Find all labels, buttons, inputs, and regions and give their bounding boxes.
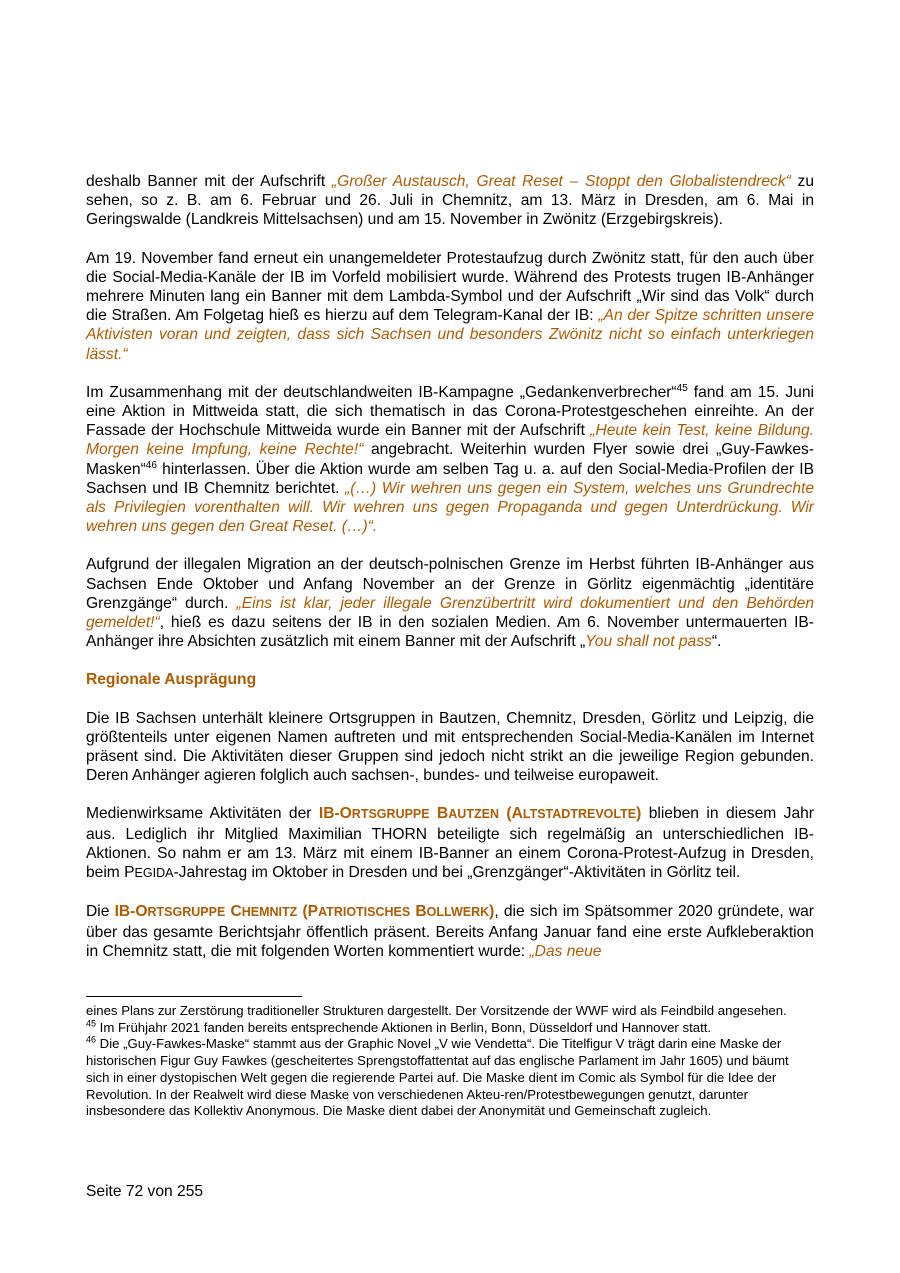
paragraph-goerlitz: Aufgrund der illegalen Migration an der deutsch-polnischen Grenze im Herbst führten IB-Anhänger aus Sachsen Ende Oktober und Anfang November an der Grenze in Görlitz eigenmächtig „identitäre Grenzgänge“ durch. „Eins ist klar, jeder illegale Grenzübertritt wird dokumentiert und den Behörden gemeldet!“, hieß es dazu seitens der IB in den sozialen Medien. Am 6. November untermauerten IB-Anhänger ihre Absichten zusätzlich mit einem Banner mit der Aufschrift „You shall not pass“. <box>86 556 814 651</box>
paragraph-chemnitz: Die IB-ORTSGRUPPE CHEMNITZ (PATRIOTISCHES BOLLWERK), die sich im Spätsommer 2020 gründete, war über das gesamte Berichtsjahr öffentlich präsent. Bereits Anfang Januar fand eine erste Aufkleberaktion in Chemnitz statt, die mit folgenden Worten kommentiert wurde: „Das neue <box>86 903 815 960</box>
quote: „Eins ist klar, jeder illegale Grenzübertritt wird dokumentiert und den Behörden gemeldet!“ <box>86 594 814 632</box>
paragraph-bautzen: Medienwirksame Aktivitäten der IB-ORTSGRUPPE BAUTZEN (ALTSTADTREVOLTE) blieben in diesem Jahr aus. Lediglich ihr Mitglied Maximilian THORN beteiligte sich regelmäßig an unterschiedlichen IB-Aktionen. So nahm er am 13. März mit einem IB-Banner an einem Corona-Protest-Aufzug in Dresden, beim PEGIDA-Jahrestag im Oktober in Dresden und bei „Grenzgänger“-Aktivitäten in Görlitz teil. <box>86 805 814 882</box>
paragraph-banner: deshalb Banner mit der Aufschrift „Großer Austausch, Great Reset – Stoppt den Globalistendreck“ zu sehen, so z. B. am 6. Februar und 26. Juli in Chemnitz, am 13. März in Dresden, am 6. Mai in Geringswalde (Landkreis Mittelsachsen) und am 15. November in Zwönitz (Erzgebirgskreis). <box>86 173 814 229</box>
group-name-chemnitz: IB-ORTSGRUPPE CHEMNITZ (PATRIOTISCHES BOLLWERK) <box>114 903 495 921</box>
footnote-45: $^{45}$ Im Frühjahr 2021 fanden bereits entsprechende Aktionen in Berlin, Bonn, Düsseldorf und Hannover statt. <box>86 1018 712 1035</box>
group-name-bautzen: IB-ORTSGRUPPE BAUTZEN (ALTSTADTREVOLTE) <box>318 805 642 823</box>
paragraph-zwoenitz: Am 19. November fand erneut ein unangemeldeter Protestaufzug durch Zwönitz statt, für den auch über die Social-Media-Kanäle der IB im Vorfeld mobilisiert wurde. Während des Protests trugen IB-Anhänger mehrere Minuten lang ein Banner mit dem Lambda-Symbol und der Aufschrift „Wir sind das Volk“ durch die Straßen. Am Folgetag hieß es hierzu auf dem Telegram-Kanal der IB: „An der Spitze schritten unsere Aktivisten voran und zeigten, dass sich Sachsen und besonders Zwönitz nicht so einfach unterkriegen lässt.“ <box>86 249 814 363</box>
quote: „An der Spitze schritten unsere Aktivisten voran und zeigten, dass sich Sachsen und besonders Zwönitz nicht so einfach unterkriegen lässt.“ <box>86 307 814 363</box>
paragraph-ortsgruppen: Die IB Sachsen unterhält kleinere Ortsgruppen in Bautzen, Chemnitz, Dresden, Görlitz und Leipzig, die größtenteils unter eigenen Namen auftreten und mit entsprechenden Social-Media-Kanälen im Internet präsent sind. Die Aktivitäten dieser Gruppen sind jedoch nicht strikt an die jeweilige Region gebunden. Deren Anhänger agieren folglich auch sachsen-, bundes- und teilweise europaweit. <box>86 709 814 785</box>
document-body <box>86 172 814 961</box>
footnote-ref-46[interactable]: 46 <box>145 459 157 471</box>
footnote-46: $^{46}$ Die „Guy-Fawkes-Maske“ stammt aus der Graphic Novel „V wie Vendetta“. Die Titelfigur V trägt darin eine Maske der historischen Figur Guy Fawkes (gescheitertes Sprengstoffattentat auf das englische Parlament im Jahr 1605) und bäumt sich in einer dystopischen Welt gegen die regierende Partei auf. Die Maske dient im Comic als Symbol für die Idee der Revolution. In der Realwelt wird diese Maske von verschiedenen Akteu-ren/Protestbewegungen genutzt, darunter insbesondere das Kollektiv Anonymous. Die Maske dient dabei der Anonymität und Gemeinschaft zugleich. <box>86 1035 789 1119</box>
paragraph-mittweida: Im Zusammenhang mit der deutschlandweiten IB-Kampagne „Gedankenverbrecher“$^{45}$ fand am 15. Juni eine Aktion in Mittweida statt, die sich thematisch in das Corona-Protestgeschehen einreihte. An der Fassade der Hochschule Mittweida wurde ein Banner mit der Aufschrift „Heute kein Test, keine Bildung. Morgen keine Impfung, keine Rechte!“ angebracht. Weiterhin wurden Flyer sowie drei „Guy-Fawkes-Masken“$^{46}$ hinterlassen. Über die Aktion wurde am selben Tag u. a. auf den Social-Media-Profilen der IB Sachsen und IB Chemnitz berichtet. „(…) Wir wehren uns gegen ein System, welches uns Grundrechte als Privilegien vorenthalten will. Wir wehren uns gegen Propaganda und gegen Unterdrückung. Wir wehren uns gegen den Great Reset. (…)“. <box>86 382 814 536</box>
section-heading: Regionale Ausprägung <box>86 671 257 689</box>
footnote-ref-45[interactable]: 45 <box>676 382 688 394</box>
quote: You shall not pass <box>585 633 712 651</box>
quote: „Heute kein Test, keine Bildung. Morgen keine Impfung, keine Rechte!“ <box>86 422 814 459</box>
footnote-divider <box>86 996 302 997</box>
footnotes <box>86 1003 814 1120</box>
quote: „(…) Wir wehren uns gegen ein System, welches uns Grundrechte als Privilegien vorenthalten will. Wir wehren uns gegen Propaganda und gegen Unterdrückung. Wir wehren uns gegen den Great Reset. (…)“. <box>86 479 814 536</box>
page-number: Seite 72 von 255 <box>86 1183 204 1200</box>
footnote-continuation: eines Plans zur Zerstörung traditioneller Strukturen dargestellt. Der Vorsitzende der WWF wird als Feindbild angesehen. <box>86 1003 787 1018</box>
quote: „Großer Austausch, Great Reset – Stoppt den Globalistendreck“ <box>331 173 791 190</box>
quote: „Das neue <box>529 942 602 960</box>
